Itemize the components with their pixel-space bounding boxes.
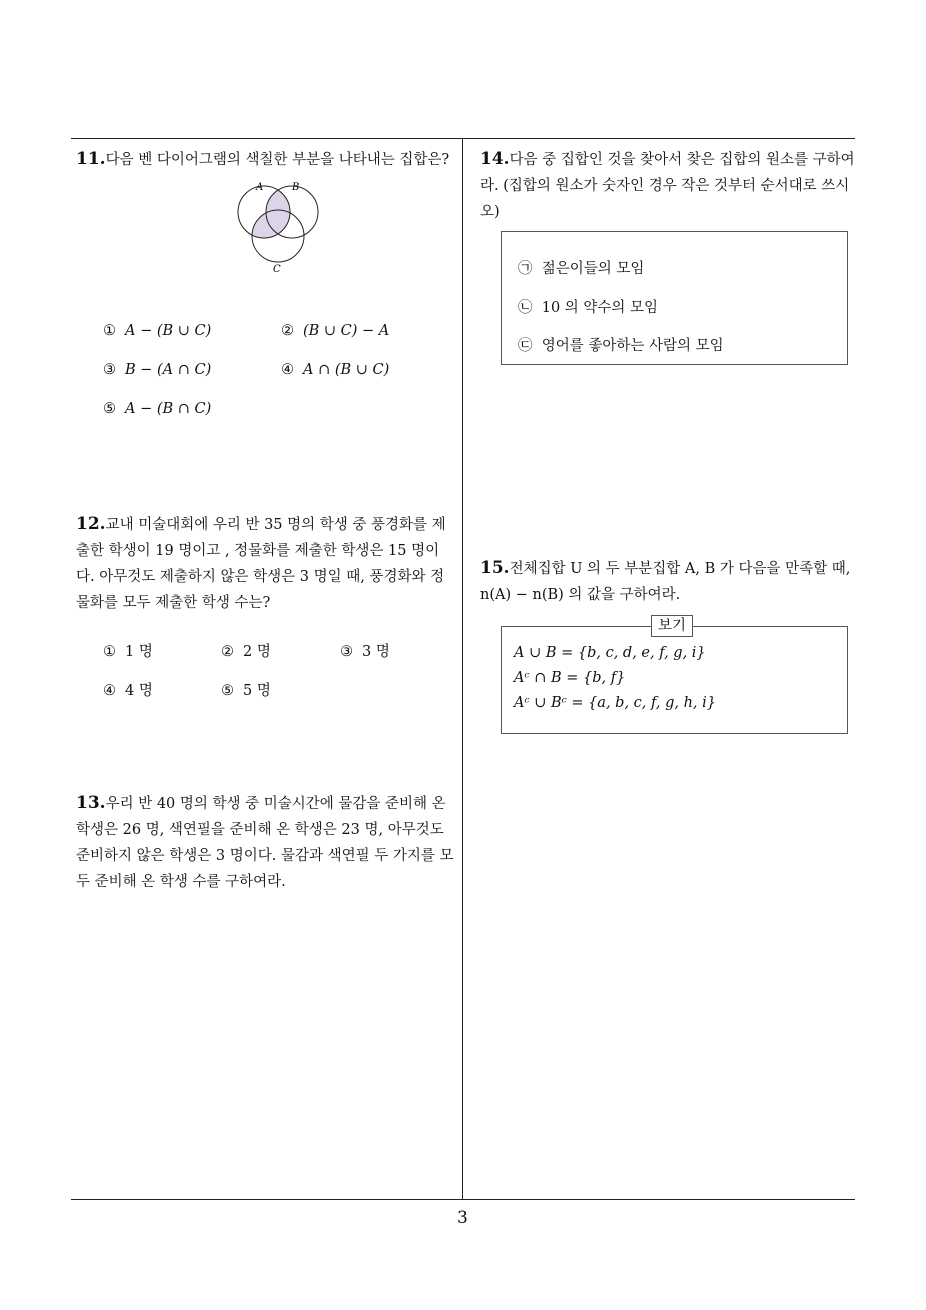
choice-2[interactable]: ② (B ∪ C) − A — [281, 323, 390, 339]
choice-5[interactable]: ⑤ 5 명 — [221, 683, 271, 699]
question-text: 다음 벤 다이어그램의 색칠한 부분을 나타내는 집합은? — [105, 152, 450, 168]
choice-1[interactable]: ① 1 명 — [103, 644, 153, 660]
choice-1[interactable]: ① A − (B ∪ C) — [103, 323, 212, 339]
bogi-line-1: A ∪ B = {b, c, d, e, f, g, i} — [514, 645, 706, 661]
question-text: 교내 미술대회에 우리 반 35 명의 학생 중 풍경화를 제출한 학생이 19 명이고 , 정물화를 제출한 학생은 15 명이다. 아무것도 제출하지 않은 학생은 3 명일 때, 풍경화와 정물화를 모두 제출한 학생 수는? — [76, 517, 446, 611]
choice-3[interactable]: ③ B − (A ∩ C) — [103, 362, 212, 378]
question-13 — [76, 790, 456, 895]
bogi-line-3: Aᶜ ∪ Bᶜ = {a, b, c, f, g, h, i} — [514, 695, 717, 711]
choice-4[interactable]: ④ 4 명 — [103, 683, 153, 699]
choice-5[interactable]: ⑤ A − (B ∩ C) — [103, 401, 212, 417]
page-number: 3 — [457, 1208, 468, 1228]
bogi-line-2: Aᶜ ∩ B = {b, f} — [514, 670, 626, 686]
bottom-rule — [71, 1199, 855, 1200]
choice-3[interactable]: ③ 3 명 — [340, 644, 390, 660]
choice-4[interactable]: ④ A ∩ (B ∪ C) — [281, 362, 390, 378]
question-11 — [76, 146, 460, 173]
question-15 — [480, 555, 860, 608]
question-12 — [76, 511, 456, 616]
question-14 — [480, 146, 860, 225]
question-number: 13. — [76, 793, 106, 813]
question-text: 전체집합 U 의 두 부분집합 A, B 가 다음을 만족할 때, n(A) − n(B) 의 값을 구하여라. — [480, 561, 851, 603]
question-number: 14. — [480, 149, 510, 169]
top-rule — [71, 138, 855, 139]
venn-diagram — [226, 180, 336, 280]
item-3: ㉢ 영어를 좋아하는 사람의 모임 — [518, 338, 724, 354]
bogi-title: 보기 — [651, 615, 693, 637]
item-2: ㉡ 10 의 약수의 모임 — [518, 300, 659, 316]
question-number: 11. — [76, 149, 106, 169]
column-divider — [462, 139, 463, 1200]
venn-label-c: C — [273, 264, 281, 275]
venn-label-b: B — [292, 182, 300, 193]
question-text: 우리 반 40 명의 학생 중 미술시간에 물감을 준비해 온 학생은 26 명, 색연필을 준비해 온 학생은 23 명, 아무것도 준비하지 않은 학생은 3 명이다. 물감과 색연필 두 가지를 모두 준비해 온 학생 수를 구하여라. — [76, 796, 454, 890]
question-text: 다음 중 집합인 것을 찾아서 찾은 집합의 원소를 구하여라. (집합의 원소가 숫자인 경우 작은 것부터 순서대로 쓰시오) — [480, 152, 855, 220]
question-number: 12. — [76, 514, 106, 534]
venn-label-a: A — [256, 182, 264, 193]
item-1: ㉠ 젊은이들의 모임 — [518, 261, 645, 277]
question-number: 15. — [480, 558, 510, 578]
choice-2[interactable]: ② 2 명 — [221, 644, 271, 660]
